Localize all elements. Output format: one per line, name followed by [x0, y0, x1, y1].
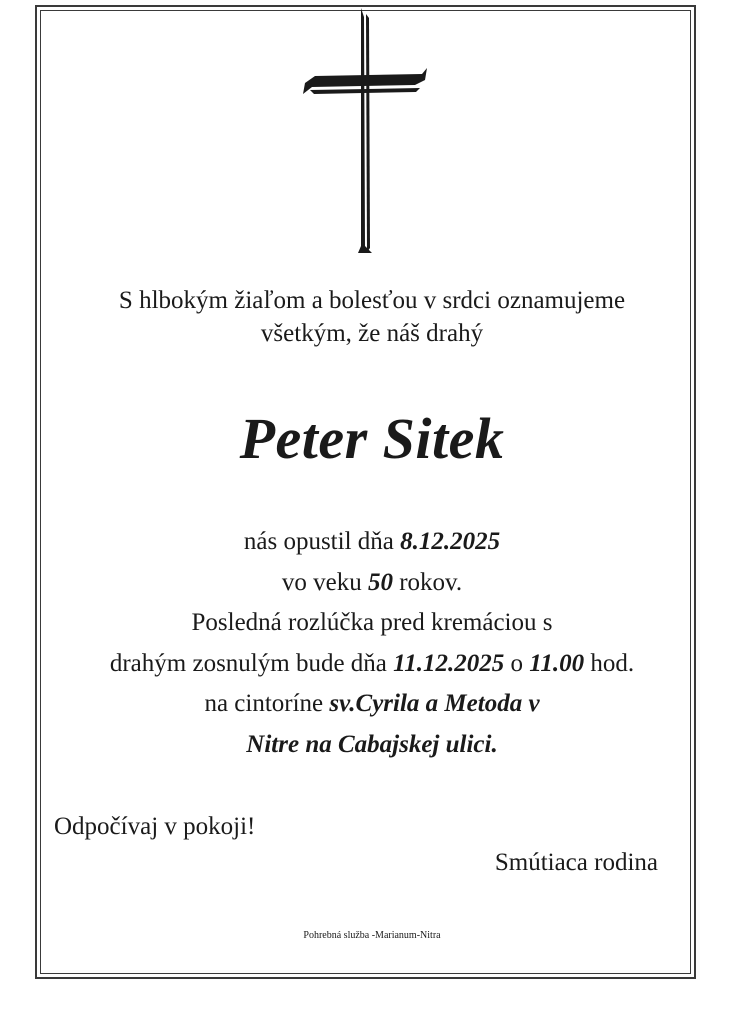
ceremony-prefix: drahým zosnulým bude dňa [109, 649, 394, 677]
ceremony-suffix: hod. [584, 649, 635, 677]
age-prefix: vo veku [281, 568, 368, 596]
intro-line-2: všetkým, že náš drahý [260, 320, 484, 347]
ceremony-mid: o [504, 649, 530, 677]
intro-line-1: S hlbokým žiaľom a bolesťou v srdci oznamujeme [118, 287, 626, 314]
age-suffix: rokov. [392, 568, 463, 596]
ceremony-line [40, 644, 704, 685]
intro-text [40, 284, 704, 350]
deceased-name: Peter Sitek [239, 406, 505, 471]
signature: Smútiaca rodina [494, 849, 658, 876]
ceremony-time: 11.00 [529, 649, 585, 677]
farewell-line: Posledná rozlúčka pred kremáciou s [191, 609, 553, 636]
place-line-1 [40, 684, 704, 725]
rest-in-peace: Odpočívaj v pokoji! [54, 813, 256, 840]
announcement-details [40, 522, 704, 765]
death-date: 8.12.2025 [400, 528, 501, 555]
death-date-prefix: nás opustil dňa [243, 528, 401, 555]
age-value: 50 [367, 568, 393, 596]
place-line-2: Nitre na Cabajskej ulici. [246, 730, 498, 758]
death-date-line [40, 522, 704, 563]
age-line [40, 563, 704, 604]
ceremony-date: 11.12.2025 [393, 649, 505, 677]
footer-credit: Pohrebná služba -Marianum-Nitra [303, 930, 441, 941]
cross-icon [300, 8, 430, 253]
place-part-1: sv.Cyrila a Metoda v [329, 690, 540, 717]
place-prefix: na cintoríne [204, 690, 330, 717]
